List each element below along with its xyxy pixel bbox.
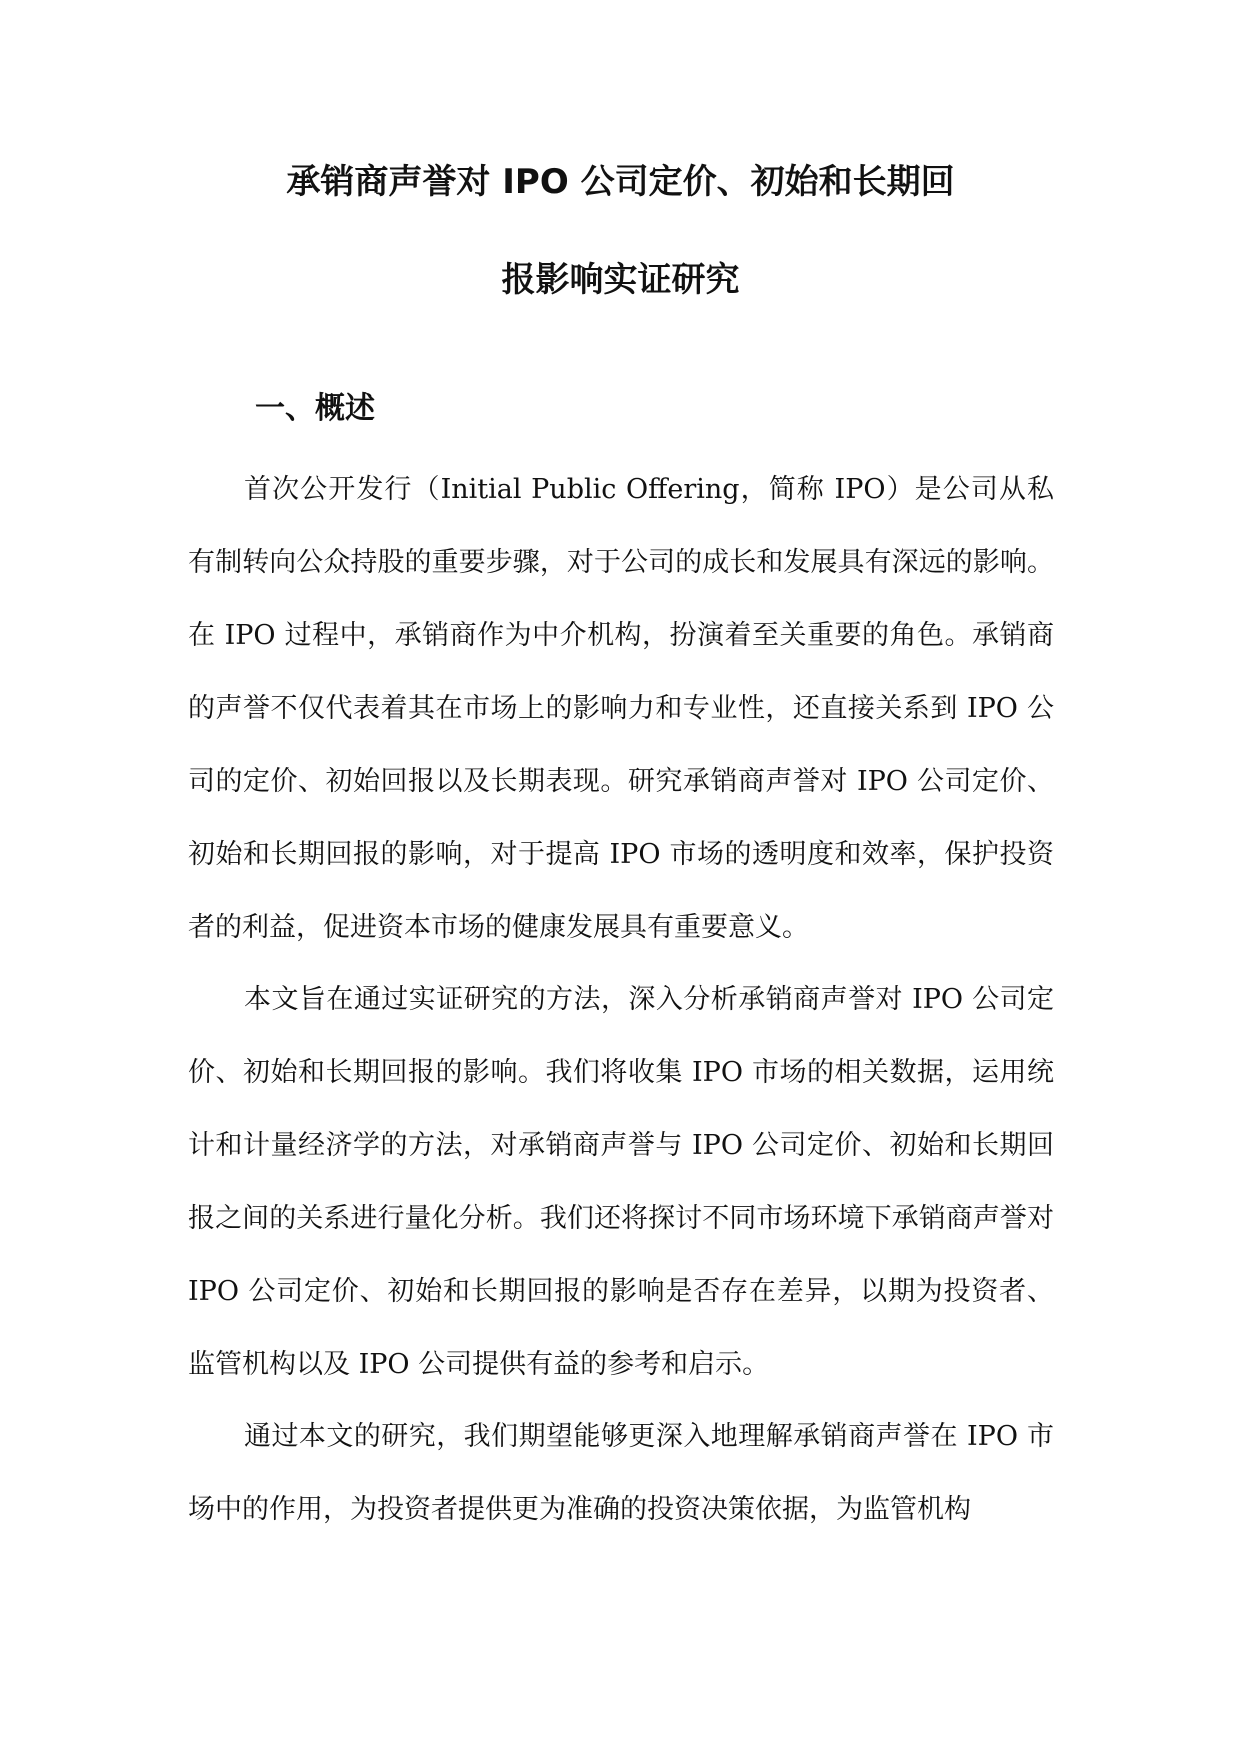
document-title-line-1: 承销商声誉对 IPO 公司定价、初始和长期回 [286, 162, 955, 202]
paragraph-3-container [188, 1400, 1054, 1546]
document-title-line-2: 报影响实证研究 [501, 260, 740, 300]
paragraph-2-container [188, 963, 1054, 1401]
paragraph-1-container [188, 453, 1054, 964]
section-heading: 一、概述 [255, 391, 375, 426]
paragraph-1: 首次公开发行（Initial Public Offering，简称 IPO）是公司从私有制转向公众持股的重要步骤，对于公司的成长和发展具有深远的影响。在 IPO 过程中，承销商作为中介机构，扮演着至关重要的角色。承销商的声誉不仅代表着其在市场上的影响力和专业性，还直接关系到 IPO 公司的定价、初始回报以及长期表现。研究承销商声誉对 IPO 公司定价、初始和长期回报的影响，对于提高 IPO 市场的透明度和效率，保护投资者的利益，促进资本市场的健康发展具有重要意义。 [188, 474, 1054, 943]
paragraph-3: 通过本文的研究，我们期望能够更深入地理解承销商声誉在 IPO 市场中的作用，为投资者提供更为准确的投资决策依据，为监管机构 [188, 1421, 1054, 1525]
paragraph-2: 本文旨在通过实证研究的方法，深入分析承销商声誉对 IPO 公司定价、初始和长期回报的影响。我们将收集 IPO 市场的相关数据，运用统计和计量经济学的方法，对承销商声誉与 IPO 公司定价、初始和长期回报之间的关系进行量化分析。我们还将探讨不同市场环境下承销商声誉对 IPO 公司定价、初始和长期回报的影响是否存在差异，以期为投资者、监管机构以及 IPO 公司提供有益的参考和启示。 [188, 984, 1054, 1380]
